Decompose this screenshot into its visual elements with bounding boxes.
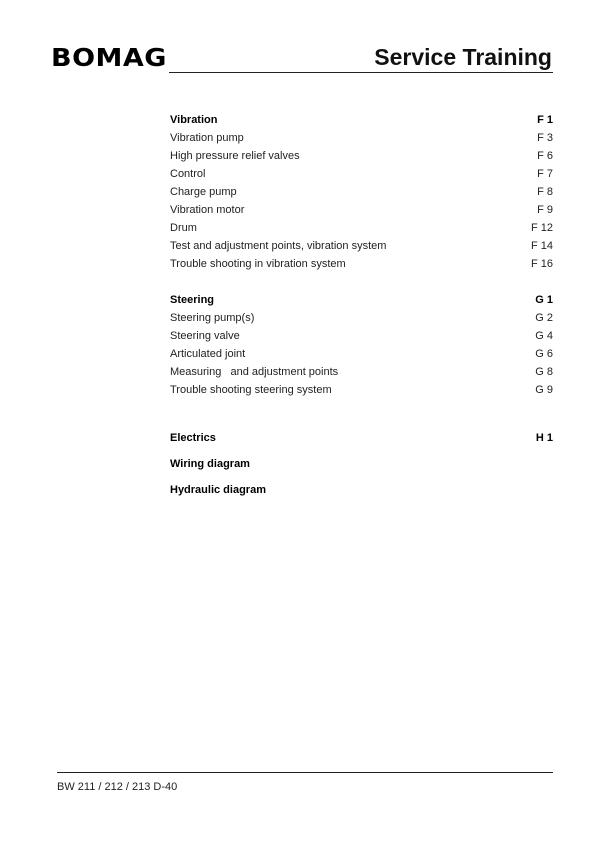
- toc-item-page: F 16: [530, 258, 553, 270]
- toc-section-title: Vibration: [170, 114, 218, 126]
- toc-item-page: F 12: [530, 222, 553, 234]
- toc-item: [170, 165, 553, 183]
- toc-item: [170, 129, 553, 147]
- toc-section-page: F 1: [537, 114, 553, 126]
- toc-item-label: Articulated joint: [170, 348, 246, 360]
- toc-item: [170, 183, 553, 201]
- toc-item: [170, 255, 553, 273]
- toc-item-page: G 2: [535, 312, 553, 324]
- section-spacer: [170, 399, 553, 425]
- toc-item: [170, 345, 553, 363]
- toc-section-page: H 1: [535, 432, 553, 444]
- toc-item-label: Steering pump(s): [170, 312, 255, 324]
- toc-item: [170, 147, 553, 165]
- toc-section-electrics: [170, 425, 553, 451]
- toc-item: [170, 363, 553, 381]
- toc-item-page: F 6: [537, 150, 553, 162]
- toc-section-page: G 1: [535, 294, 553, 306]
- bomag-logo: BOMAG: [51, 44, 167, 73]
- toc-section-vibration: [170, 111, 553, 129]
- toc-item-page: F 8: [537, 186, 553, 198]
- page-title: Service Training: [374, 44, 552, 70]
- toc-item-page: G 6: [535, 348, 553, 360]
- toc-item-label: Trouble shooting in vibration system: [170, 258, 346, 270]
- toc-section-wiring-diagram: [170, 451, 553, 477]
- toc-section-title: Hydraulic diagram: [170, 484, 266, 496]
- toc-item-page: G 8: [535, 366, 553, 378]
- toc-item-label: Steering valve: [170, 330, 240, 342]
- toc-item-label: Drum: [170, 222, 197, 234]
- page-header: [0, 0, 595, 80]
- toc-item: [170, 219, 553, 237]
- toc-item: [170, 201, 553, 219]
- toc-item-page: F 9: [537, 204, 553, 216]
- toc-item-label: Control: [170, 168, 206, 180]
- toc-item-page: G 4: [535, 330, 553, 342]
- toc-item: [170, 381, 553, 399]
- footer-divider: [57, 772, 553, 773]
- toc-section-steering: [170, 291, 553, 309]
- toc-item-page: F 3: [537, 132, 553, 144]
- toc-item: [170, 327, 553, 345]
- footer-model: BW 211 / 212 / 213 D-40: [57, 781, 178, 793]
- toc-item-label: Test and adjustment points, vibration system: [170, 240, 387, 252]
- toc-section-hydraulic-diagram: [170, 477, 553, 503]
- toc-item-page: G 9: [535, 384, 553, 396]
- toc-section-title: Steering: [170, 294, 215, 306]
- toc-item: [170, 309, 553, 327]
- header-divider: [169, 72, 553, 73]
- toc-section-title: Wiring diagram: [170, 458, 250, 470]
- table-of-contents: [170, 111, 553, 503]
- toc-item-page: F 14: [530, 240, 553, 252]
- toc-section-title: Electrics: [170, 432, 216, 444]
- toc-item-label: Trouble shooting steering system: [170, 384, 332, 396]
- toc-item: [170, 237, 553, 255]
- toc-item-label: Measuring and adjustment points: [170, 366, 339, 378]
- toc-item-label: Vibration motor: [170, 204, 245, 216]
- toc-item-label: Charge pump: [170, 186, 237, 198]
- toc-item-label: High pressure relief valves: [170, 150, 300, 162]
- toc-item-label: Vibration pump: [170, 132, 244, 144]
- section-spacer: [170, 273, 553, 291]
- toc-item-page: F 7: [537, 168, 553, 180]
